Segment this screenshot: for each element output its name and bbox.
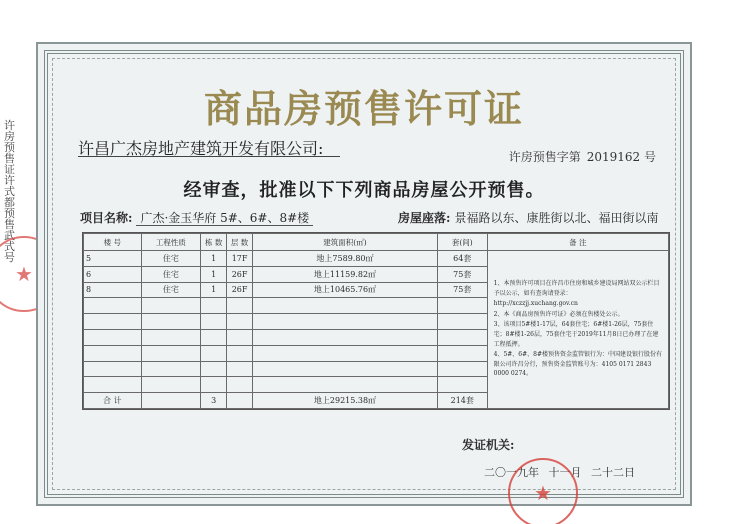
star-icon: ★ <box>534 481 552 505</box>
star-icon: ★ <box>15 262 33 286</box>
company-underline <box>78 156 340 157</box>
cell-area: 地上7589.80㎡ <box>253 251 438 267</box>
header-building: 楼 号 <box>84 234 142 251</box>
header-area: 建筑面积(㎡) <box>253 234 438 251</box>
margin-char: 都 <box>4 196 15 209</box>
cell-count: 1 <box>201 282 227 298</box>
company-colon: : <box>318 139 324 158</box>
note-line: 2、本《商品房预售许可证》必须在售楼处公示。 <box>493 310 624 318</box>
margin-char: 预 <box>4 207 15 220</box>
cell-type: 住宅 <box>141 266 201 282</box>
cell-units: 64套 <box>437 251 487 267</box>
margin-char: 房 <box>4 130 15 143</box>
permit-suffix: 号 <box>643 150 656 164</box>
cell-floors: 26F <box>227 266 253 282</box>
issuing-authority: 发证机关: <box>462 438 515 452</box>
total-count: 3 <box>201 393 227 409</box>
cell-area: 地上10465.76㎡ <box>253 282 438 298</box>
margin-char: 证 <box>4 163 15 176</box>
cell-floors: 26F <box>227 282 253 298</box>
margin-char: 许 <box>4 174 15 187</box>
cell-type: 住宅 <box>141 251 201 267</box>
header-units: 套(间) <box>437 234 487 251</box>
location-field <box>398 209 658 226</box>
issuer-seal <box>508 458 578 524</box>
margin-char: 售 <box>4 218 15 231</box>
project-name: 广杰·金玉华府 5#、6#、8#楼 <box>136 211 313 226</box>
header-floors: 层 数 <box>227 234 253 251</box>
permit-number-block <box>509 148 656 165</box>
project-name-field <box>80 209 313 226</box>
note-line: 3、该项目5#楼1-17层，64套住宅；6#楼1-26层，75套住宅；8#楼1-26层，75套住宅于2019年11月8日已办理了在建工程抵押。 <box>493 321 659 348</box>
header-count: 栋 数 <box>201 234 227 251</box>
cell-count: 1 <box>201 266 227 282</box>
cell-area: 地上11159.82㎡ <box>253 266 438 282</box>
margin-char: 式 <box>4 240 15 253</box>
margin-char: 号 <box>4 251 15 264</box>
margin-char: 武 <box>4 229 15 242</box>
issue-date: 二〇一九年 十一月 二十二日 <box>484 466 635 479</box>
header-type: 工程性质 <box>141 234 201 251</box>
margin-char: 预 <box>4 141 15 154</box>
project-label: 项目名称: <box>80 211 133 225</box>
cell-units: 75套 <box>437 282 487 298</box>
note-line: 1、本预售许可项目在许昌市住房和城乡建设局网站双公示栏目予以公示，如有查询请登录： <box>493 280 660 297</box>
cell-building: 6 <box>84 266 142 282</box>
margin-char: 式 <box>4 185 15 198</box>
location-value: 景福路以东、康胜街以北、福田街以南 <box>454 211 659 225</box>
certificate-title: 商品房预售许可证 <box>203 86 524 131</box>
cell-count: 1 <box>201 251 227 267</box>
notes-cell <box>487 251 668 409</box>
note-line: http://xczzjj.xuchang.gov.cn <box>493 300 578 308</box>
cell-building: 5 <box>84 251 142 267</box>
company-text: 许昌广杰房地产建筑开发有限公司 <box>78 139 319 158</box>
total-area: 地上29215.38㎡ <box>253 393 438 409</box>
note-line: 4、5#、6#、8#楼预售资金监管银行为：中国建设银行股份有限公司许昌分行，预售资金监管账号为：4105 0171 2843 0000 0274。 <box>493 351 662 378</box>
margin-char: 售 <box>4 152 15 165</box>
permit-label: 许房预售字第 <box>508 150 581 164</box>
total-units: 214套 <box>437 393 487 409</box>
approval-statement: 经审查，批准以下下列商品房屋公开预售。 <box>183 180 545 201</box>
location-label: 房屋座落: <box>398 211 451 225</box>
permit-number: 2019162 <box>586 150 641 164</box>
table-row <box>84 251 669 267</box>
header-notes: 备 注 <box>487 234 668 251</box>
table-header-row <box>84 234 669 251</box>
cell-type: 住宅 <box>141 282 201 298</box>
building-table <box>82 232 670 410</box>
certificate-sheet <box>36 42 692 506</box>
margin-char: 许 <box>4 119 15 132</box>
cell-units: 75套 <box>437 266 487 282</box>
cell-floors: 17F <box>227 251 253 267</box>
total-label: 合 计 <box>84 393 142 409</box>
cell-building: 8 <box>84 282 142 298</box>
